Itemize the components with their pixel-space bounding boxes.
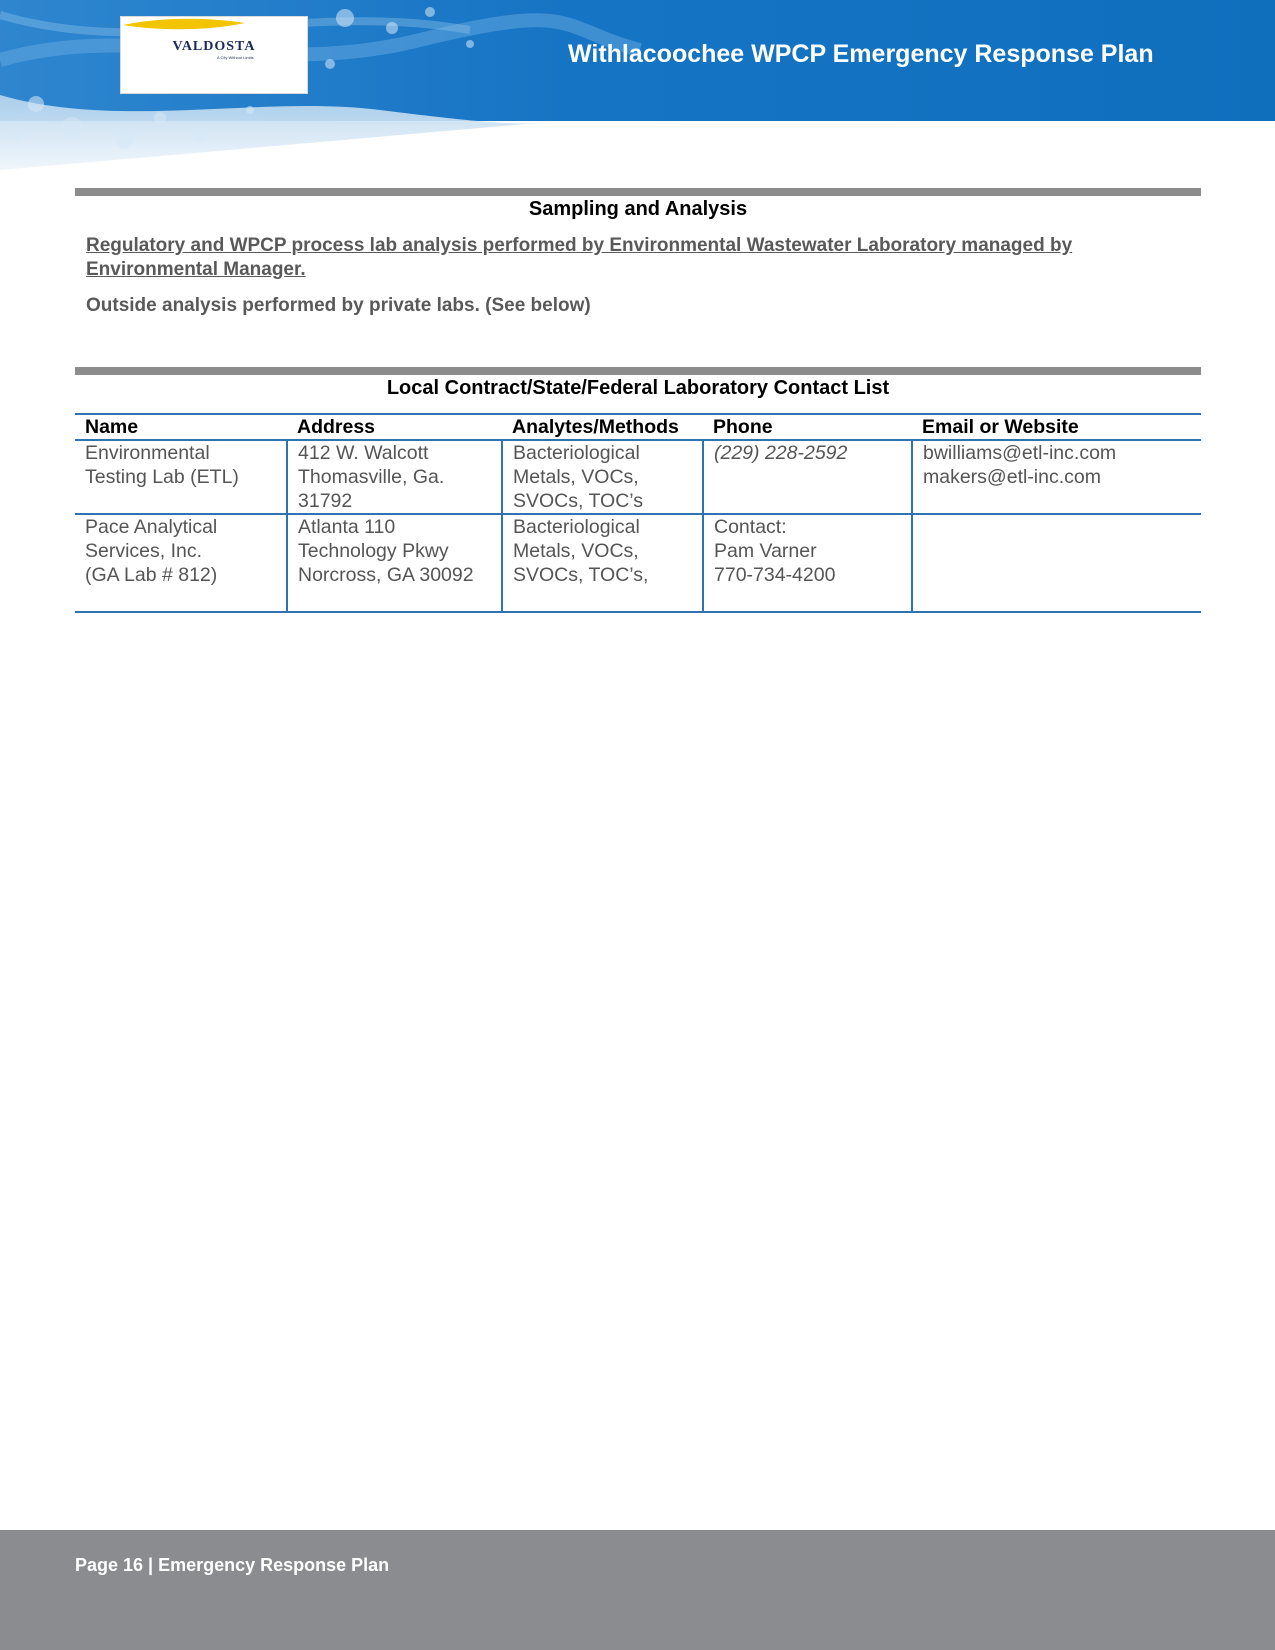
logo-tagline: A City Without Limits bbox=[217, 55, 254, 60]
cell-line: Thomasville, Ga. bbox=[298, 466, 445, 488]
footer-page-label: Page 16 | Emergency Response Plan bbox=[75, 1555, 390, 1575]
cell-line: Norcross, GA 30092 bbox=[298, 564, 474, 586]
paragraph-line: Environmental Manager. bbox=[86, 259, 306, 280]
laboratory-contact-table bbox=[75, 413, 1201, 613]
column-header-analytes: Analytes/Methods bbox=[502, 414, 703, 440]
lab-phone-cell bbox=[703, 514, 912, 612]
table-row bbox=[75, 514, 1201, 612]
lab-address-cell bbox=[287, 514, 502, 612]
lab-name-cell bbox=[75, 514, 287, 612]
cell-line: SVOCs, TOC’s, bbox=[513, 564, 649, 586]
email-address[interactable]: bwilliams@etl-inc.com bbox=[923, 442, 1117, 464]
column-header-email: Email or Website bbox=[912, 414, 1201, 440]
logo-swoosh-icon bbox=[121, 17, 247, 31]
phone-number: (229) 228-2592 bbox=[714, 442, 848, 464]
logo-wordmark: VALDOSTA bbox=[172, 39, 256, 54]
cell-line: Testing Lab (ETL) bbox=[85, 466, 239, 488]
page-footer bbox=[0, 1530, 1275, 1650]
cell-line: Metals, VOCs, bbox=[513, 466, 639, 488]
section-rule bbox=[75, 367, 1201, 375]
table-row bbox=[75, 440, 1201, 514]
column-header-address: Address bbox=[287, 414, 502, 440]
sampling-section-title: Sampling and Analysis bbox=[528, 198, 748, 220]
cell-line: Pace Analytical bbox=[85, 516, 218, 538]
lab-email-cell bbox=[912, 514, 1201, 612]
column-header-phone: Phone bbox=[703, 414, 912, 440]
cell-line: Technology Pkwy bbox=[298, 540, 449, 562]
cell-line: 31792 bbox=[298, 490, 353, 512]
cell-line: Contact: bbox=[714, 516, 787, 538]
cell-line: Atlanta 110 bbox=[298, 516, 396, 538]
lab-address-cell bbox=[287, 440, 502, 514]
lab-email-cell bbox=[912, 440, 1201, 514]
cell-line: Pam Varner bbox=[714, 540, 817, 562]
sampling-paragraph-1 bbox=[86, 234, 1196, 282]
phone-number: 770-734-4200 bbox=[714, 564, 836, 586]
header-banner bbox=[0, 0, 1275, 170]
cell-line: Environmental bbox=[85, 442, 210, 464]
cell-line: 412 W. Walcott bbox=[298, 442, 429, 464]
valdosta-logo bbox=[120, 16, 308, 94]
cell-line: Metals, VOCs, bbox=[513, 540, 639, 562]
table-header-row bbox=[75, 414, 1201, 440]
lab-name-cell bbox=[75, 440, 287, 514]
section-rule bbox=[75, 188, 1201, 196]
lab-analytes-cell bbox=[502, 514, 703, 612]
sampling-paragraph-2: Outside analysis performed by private labs. (See below) bbox=[86, 295, 591, 316]
cell-line: Bacteriological bbox=[513, 442, 640, 464]
contact-list-title: Local Contract/State/Federal Laboratory Contact List bbox=[386, 377, 890, 399]
cell-line: SVOCs, TOC’s bbox=[513, 490, 644, 512]
lab-phone-cell bbox=[703, 440, 912, 514]
cell-line: Bacteriological bbox=[513, 516, 640, 538]
document-title: Withlacoochee WPCP Emergency Response Plan bbox=[568, 40, 1154, 68]
cell-line: (GA Lab # 812) bbox=[85, 564, 218, 586]
paragraph-line: Regulatory and WPCP process lab analysis performed by Environmental Wastewater Laboratory managed by bbox=[86, 235, 1073, 256]
column-header-name: Name bbox=[75, 414, 287, 440]
cell-line: Services, Inc. bbox=[85, 540, 203, 562]
lab-analytes-cell bbox=[502, 440, 703, 514]
email-address[interactable]: makers@etl-inc.com bbox=[923, 466, 1101, 488]
